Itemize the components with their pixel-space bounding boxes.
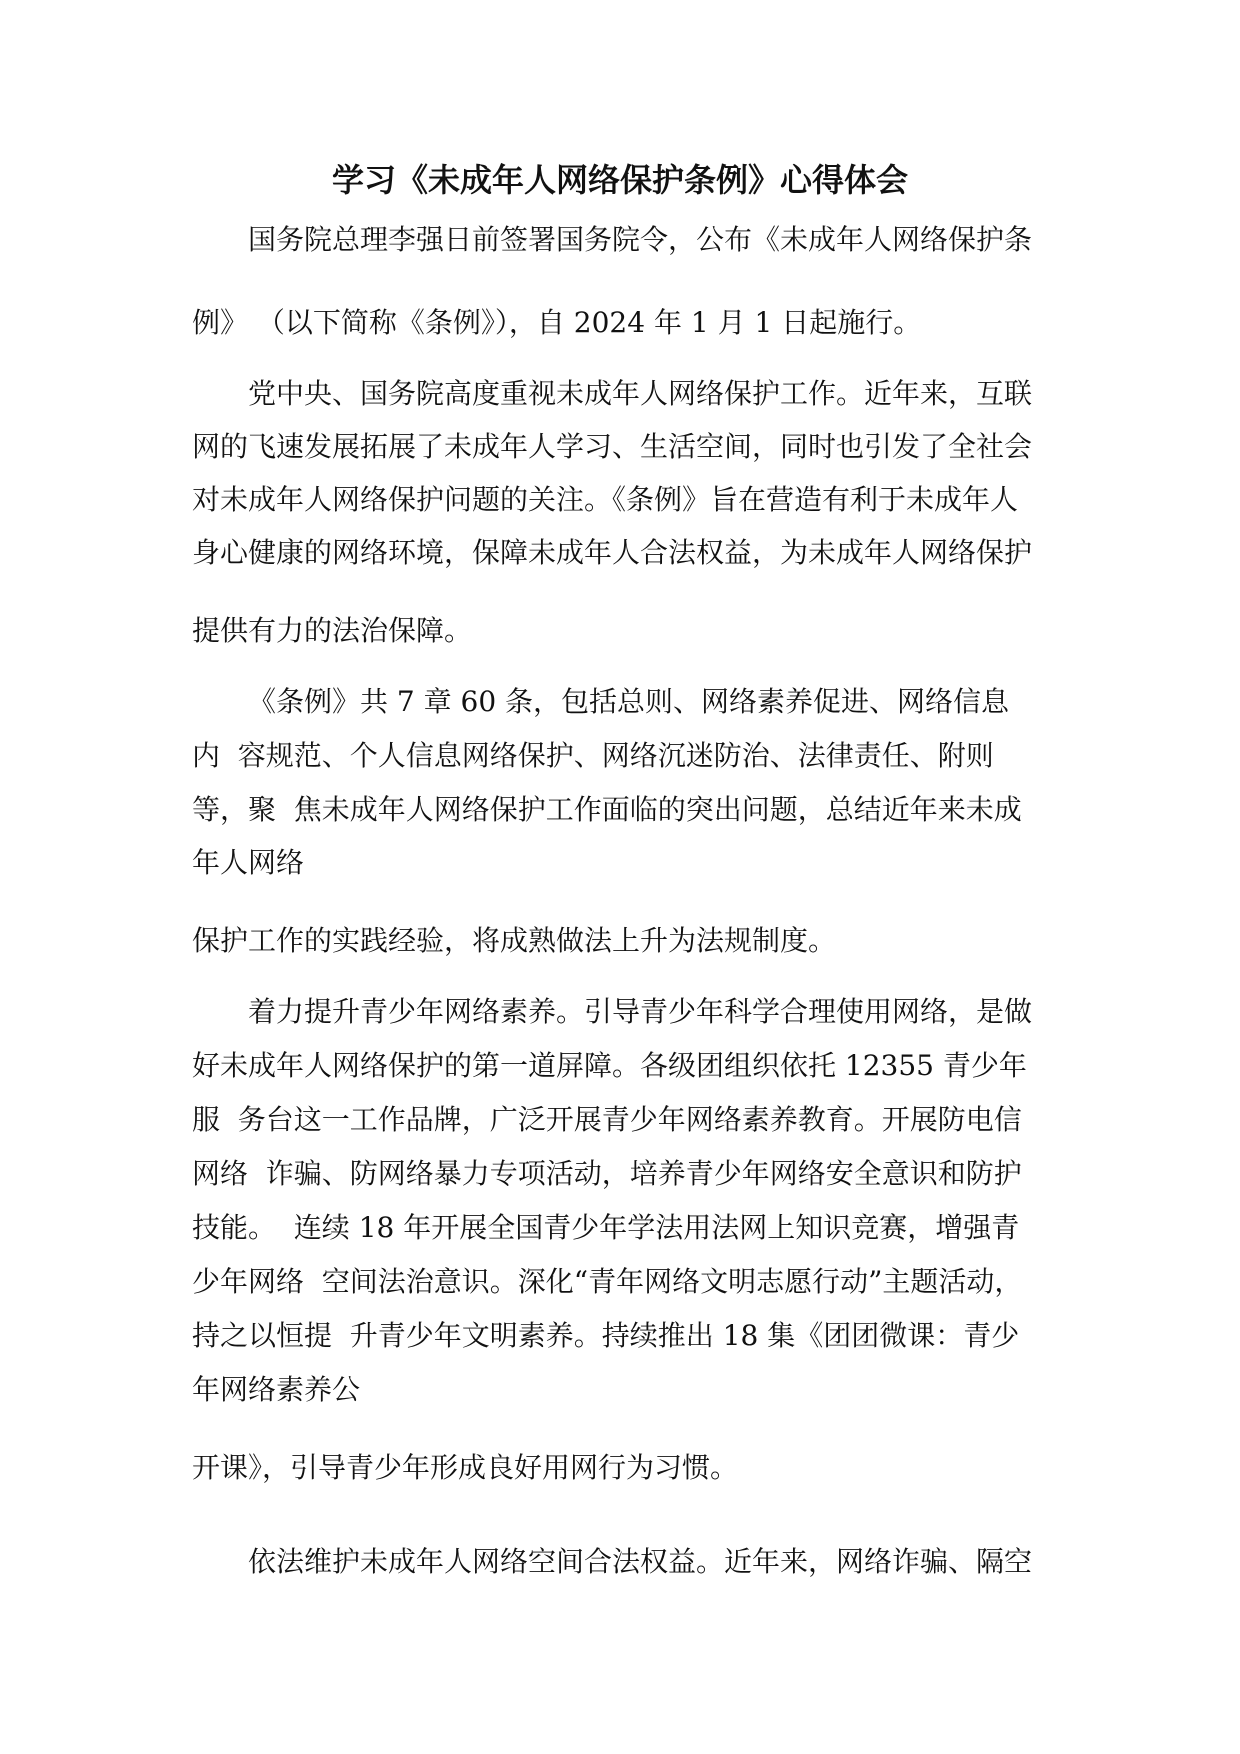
text-line: 持之以恒提 升青少年文明素养。持续推出 18 集《团团微课：青少 xyxy=(192,1319,1020,1352)
text-line: 年网络素养公 xyxy=(192,1373,361,1406)
text-line: 提供有力的法治保障。 xyxy=(192,614,473,647)
text-line: 开课》，引导青少年形成良好用网行为习惯。 xyxy=(192,1451,739,1484)
text-line: 少年网络 空间法治意识。深化“青年网络文明志愿行动”主题活动， xyxy=(192,1265,1023,1298)
text-line: 等，聚 焦未成年人网络保护工作面临的突出问题，总结近年来未成 xyxy=(192,793,1022,826)
text-line: 内 容规范、个人信息网络保护、网络沉迷防治、法律责任、附则 xyxy=(192,739,994,772)
text-line: 网的飞速发展拓展了未成年人学习、生活空间，同时也引发了全社会 xyxy=(192,430,1033,463)
text-line: 网络 诈骗、防网络暴力专项活动，培养青少年网络安全意识和防护 xyxy=(192,1157,1022,1190)
text-line: 年人网络 xyxy=(192,846,305,879)
text-line: 对未成年人网络保护问题的关注。《条例》旨在营造有利于未成年人 xyxy=(192,483,1019,516)
text-line: 依法维护未成年人网络空间合法权益。近年来，网络诈骗、隔空 xyxy=(248,1545,1033,1578)
text-line: 服 务台这一工作品牌，广泛开展青少年网络素养教育。开展防电信 xyxy=(192,1103,1022,1136)
text-line: 党中央、国务院高度重视未成年人网络保护工作。近年来，互联 xyxy=(248,377,1033,410)
text-line: 着力提升青少年网络素养。引导青少年科学合理使用网络，是做 xyxy=(248,995,1033,1028)
document-title: 学习《未成年人网络保护条例》心得体会 xyxy=(331,161,908,199)
text-line: 技能。 连续 18 年开展全国青少年学法用法网上知识竞赛，增强青 xyxy=(192,1211,1020,1244)
text-line: 身心健康的网络环境，保障未成年人合法权益，为未成年人网络保护 xyxy=(192,536,1033,569)
text-line: 好未成年人网络保护的第一道屏障。各级团组织依托 12355 青少年 xyxy=(192,1049,1027,1082)
text-line: 保护工作的实践经验，将成熟做法上升为法规制度。 xyxy=(192,924,837,957)
text-line: 《条例》共 7 章 60 条，包括总则、网络素养促进、网络信息 xyxy=(248,685,1010,718)
text-line: 例》 （以下简称《条例》），自 2024 年 1 月 1 日起施行。 xyxy=(192,306,922,339)
text-line: 国务院总理李强日前签署国务院令，公布《未成年人网络保护条 xyxy=(248,223,1033,256)
